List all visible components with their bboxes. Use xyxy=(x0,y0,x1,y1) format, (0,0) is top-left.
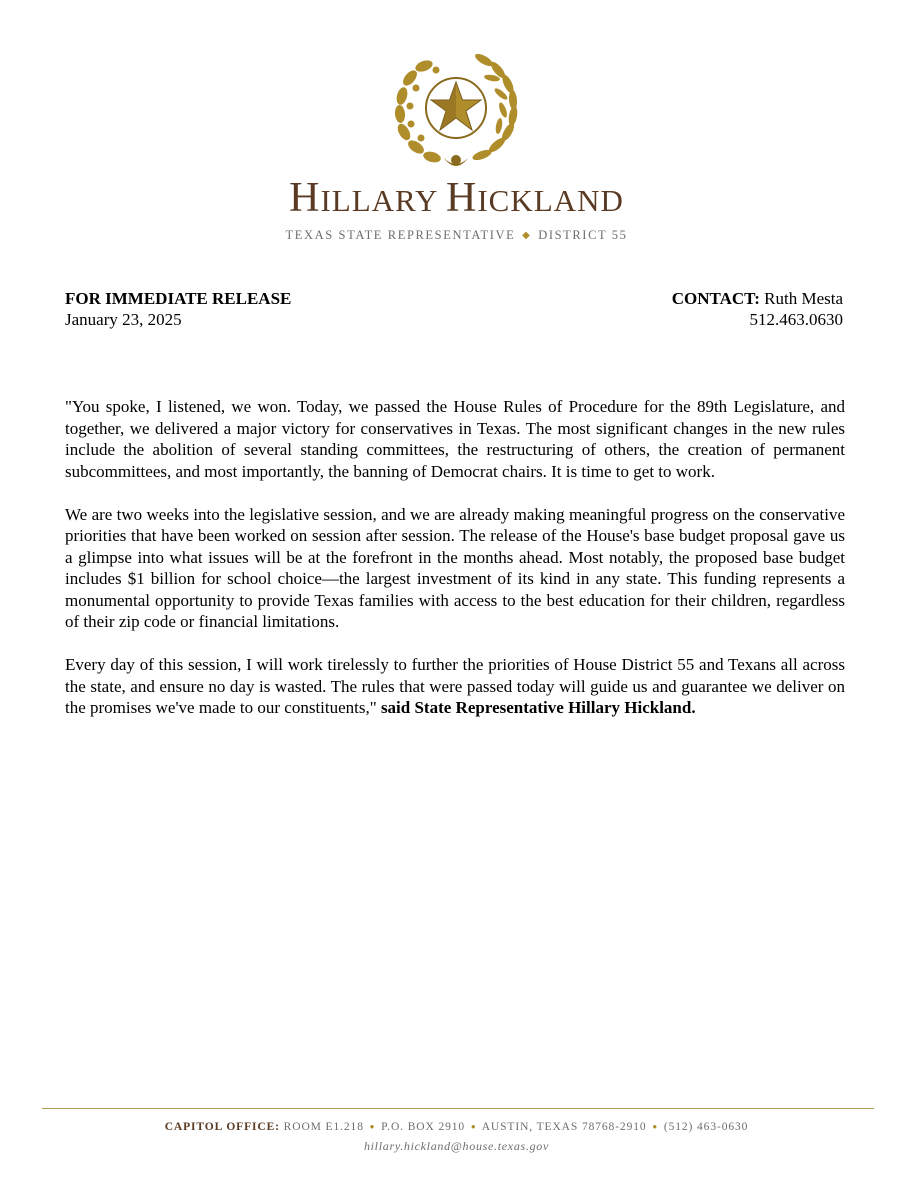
paragraph-1: "You spoke, I listened, we won. Today, we passed the House Rules of Procedure for the 89th Legislature, and together, we delivered a major victory for conservatives in Texas. The most significant changes in the new rules include the abolition of several standing committees, the restructuring of others, the creation of permanent subcommittees, and most importantly, the banning of Democrat chairs. It is time to get to work. xyxy=(65,397,845,481)
contact-phone: 512.463.0630 xyxy=(749,310,843,329)
paragraph-3 xyxy=(65,654,845,719)
letterhead-subtitle xyxy=(0,225,913,246)
diamond-separator-icon: ◆ xyxy=(522,230,532,241)
footer-city: AUSTIN, TEXAS 78768-2910 xyxy=(481,1121,647,1133)
footer-po-box: P.O. BOX 2910 xyxy=(381,1121,466,1133)
name-first-initial: H xyxy=(289,175,321,221)
footer-phone: (512) 463-0630 xyxy=(663,1121,749,1133)
subtitle-title: TEXAS STATE REPRESENTATIVE xyxy=(285,228,516,242)
texas-star-wreath-seal-icon xyxy=(388,48,524,174)
footer-email: hillary.hickland@house.texas.gov xyxy=(363,1139,550,1153)
name-last-rest: ICKLAND xyxy=(477,183,624,218)
paragraph-2: We are two weeks into the legislative session, and we are already making meaningful progress on the conservative priorities that have been worked on session after session. The release of the House's base budget proposal gave us a glimpse into what issues will be at the forefront in the months ahead. Most notably, the proposed base budget includes $1 billion for school choice—the largest investment of its kind in any state. This funding represents a monumental opportunity to provide Texas families with access to the best education for their children, regardless of their zip code or financial limitations. xyxy=(65,504,845,631)
release-date: January 23, 2025 xyxy=(65,310,182,329)
footer-divider xyxy=(42,1108,874,1109)
footer-office-label: CAPITOL OFFICE: xyxy=(164,1121,280,1133)
attribution: said State Representative Hillary Hickland. xyxy=(380,698,696,717)
name-last-initial: H xyxy=(446,175,478,221)
subtitle-district: DISTRICT 55 xyxy=(538,228,628,242)
bullet-separator-icon: ● xyxy=(470,1122,477,1131)
contact-label: CONTACT: xyxy=(671,289,760,308)
press-release-body xyxy=(65,396,845,740)
letterhead-name xyxy=(0,175,913,221)
release-info xyxy=(65,288,291,330)
footer-address xyxy=(0,1118,913,1136)
footer-room: ROOM E1.218 xyxy=(283,1121,364,1133)
name-first-rest: ILLARY xyxy=(320,183,438,218)
contact-name: Ruth Mesta xyxy=(764,289,843,308)
contact-info xyxy=(672,288,843,330)
bullet-separator-icon: ● xyxy=(652,1122,659,1131)
release-heading: FOR IMMEDIATE RELEASE xyxy=(65,289,292,308)
paragraph-3-text: Every day of this session, I will work tirelessly to further the priorities of House District 55 and Texans all across the state, and ensure no day is wasted. The rules that were passed today will guide us and guarantee we deliver on the promises we've made to our constituents," xyxy=(65,655,845,717)
bullet-separator-icon: ● xyxy=(369,1122,376,1131)
